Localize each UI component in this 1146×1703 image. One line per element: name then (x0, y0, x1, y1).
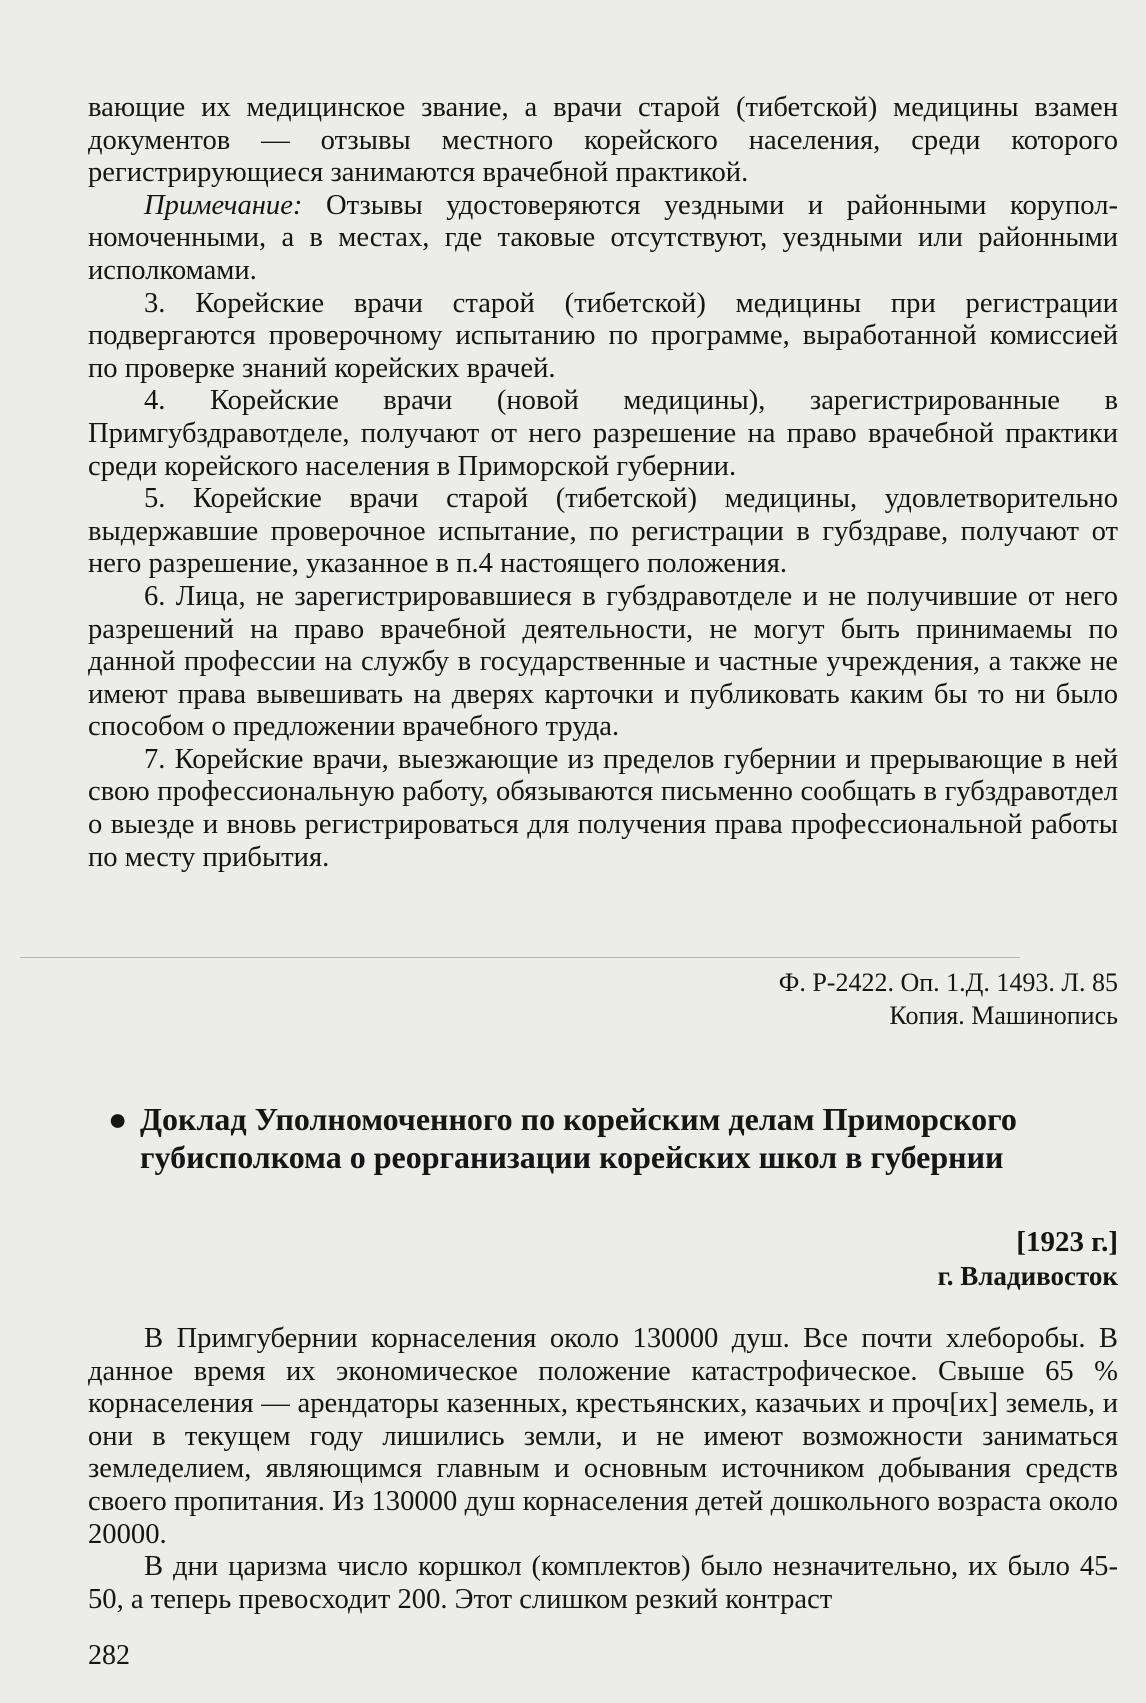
divider (20, 957, 1020, 958)
page-number: 282 (88, 1640, 130, 1671)
archive-reference: Ф. Р-2422. Оп. 1.Д. 1493. Л. 85 (778, 968, 1118, 997)
paragraph: 4. Корейские врачи (новой медицины), зарегистрированные в Примгубздравотделе, получают от него разрешение на право врачебной практики среди корейского населения в Приморской губернии. (88, 385, 1118, 482)
copy-type: Копия. Машинопись (889, 1001, 1118, 1030)
document-place: г. Владивосток (937, 1261, 1118, 1291)
document-title-block (108, 1100, 1122, 1176)
paragraph: 6. Лица, не зарегистрировавшиеся в губздравотделе и не получившие от него разрешений на право врачебной деятельности, не могут быть принимаемы по данной профессии на службу в государственные и частные учреждения, а также не имеют права вывешивать на дверях карточки и публиковать каким бы то ни было способом о предложении врачебного труда. (88, 580, 1118, 743)
paragraph: вающие их медицинское звание, а врачи старой (тибетской) медицины взамен документов — отзывы местного корейского населения, среди которого регистрирующиеся занимаются врачебной практикой. (88, 92, 1118, 189)
report-text-block (88, 1323, 1118, 1616)
paragraph: 5. Корейские врачи старой (тибетской) медицины, удовлетворительно выдержавшие проверочное испытание, по регистрации в губздраве, получают от него разрешение, указанное в п.4 настоящего положения. (88, 483, 1118, 580)
paragraph: В Примгубернии корнаселения около 130000 душ. Все почти хлеборобы. В данное время их экономическое положение катастрофическое. Свыше 65 % корнаселения — арендаторы казенных, крестьянских, казачьих и проч[их] земель, и они в текущем году лишились земли, и не имеют возможности заниматься земледелием, являющимся главным и основным источником добывания средств своего пропитания. Из 130000 душ корнаселения детей дошкольного возраста около 20000. (88, 1323, 1118, 1550)
note-label: Примечание: (144, 189, 303, 221)
paragraph: 3. Корейские врачи старой (тибетской) медицины при регистрации подвергаются проверочному испытанию по программе, выработанной комиссией по проверке знаний корейских врачей. (88, 287, 1118, 384)
paragraph: 7. Корейские врачи, выезжающие из пределов губернии и прерывающие в ней свою профессиональную работу, обязываются письменно сообщать в губздравотдел о выезде и вновь регистрироваться для получения права профессиональной работы по месту прибытия. (88, 743, 1118, 873)
document-title: Доклад Уполномоченного по корейским делам Приморского губисполкома о реорганизации корейских школ в губернии (140, 1101, 1017, 1175)
bullet-icon: ● (108, 1101, 128, 1137)
paragraph: В дни царизма число коршкол (комплектов) было незначительно, их было 45-50, а теперь превосходит 200. Этот слишком резкий контраст (88, 1551, 1118, 1615)
note-paragraph (88, 190, 1118, 288)
document-date: [1923 г.] (1016, 1226, 1118, 1258)
main-text-block (88, 92, 1118, 874)
note-text: Отзывы удостоверяются уездными и районными коруполномоченными, а в местах, где таковые отсутствуют, уездными или районными исполкомами. (88, 189, 1118, 286)
source-reference (518, 966, 1118, 1032)
